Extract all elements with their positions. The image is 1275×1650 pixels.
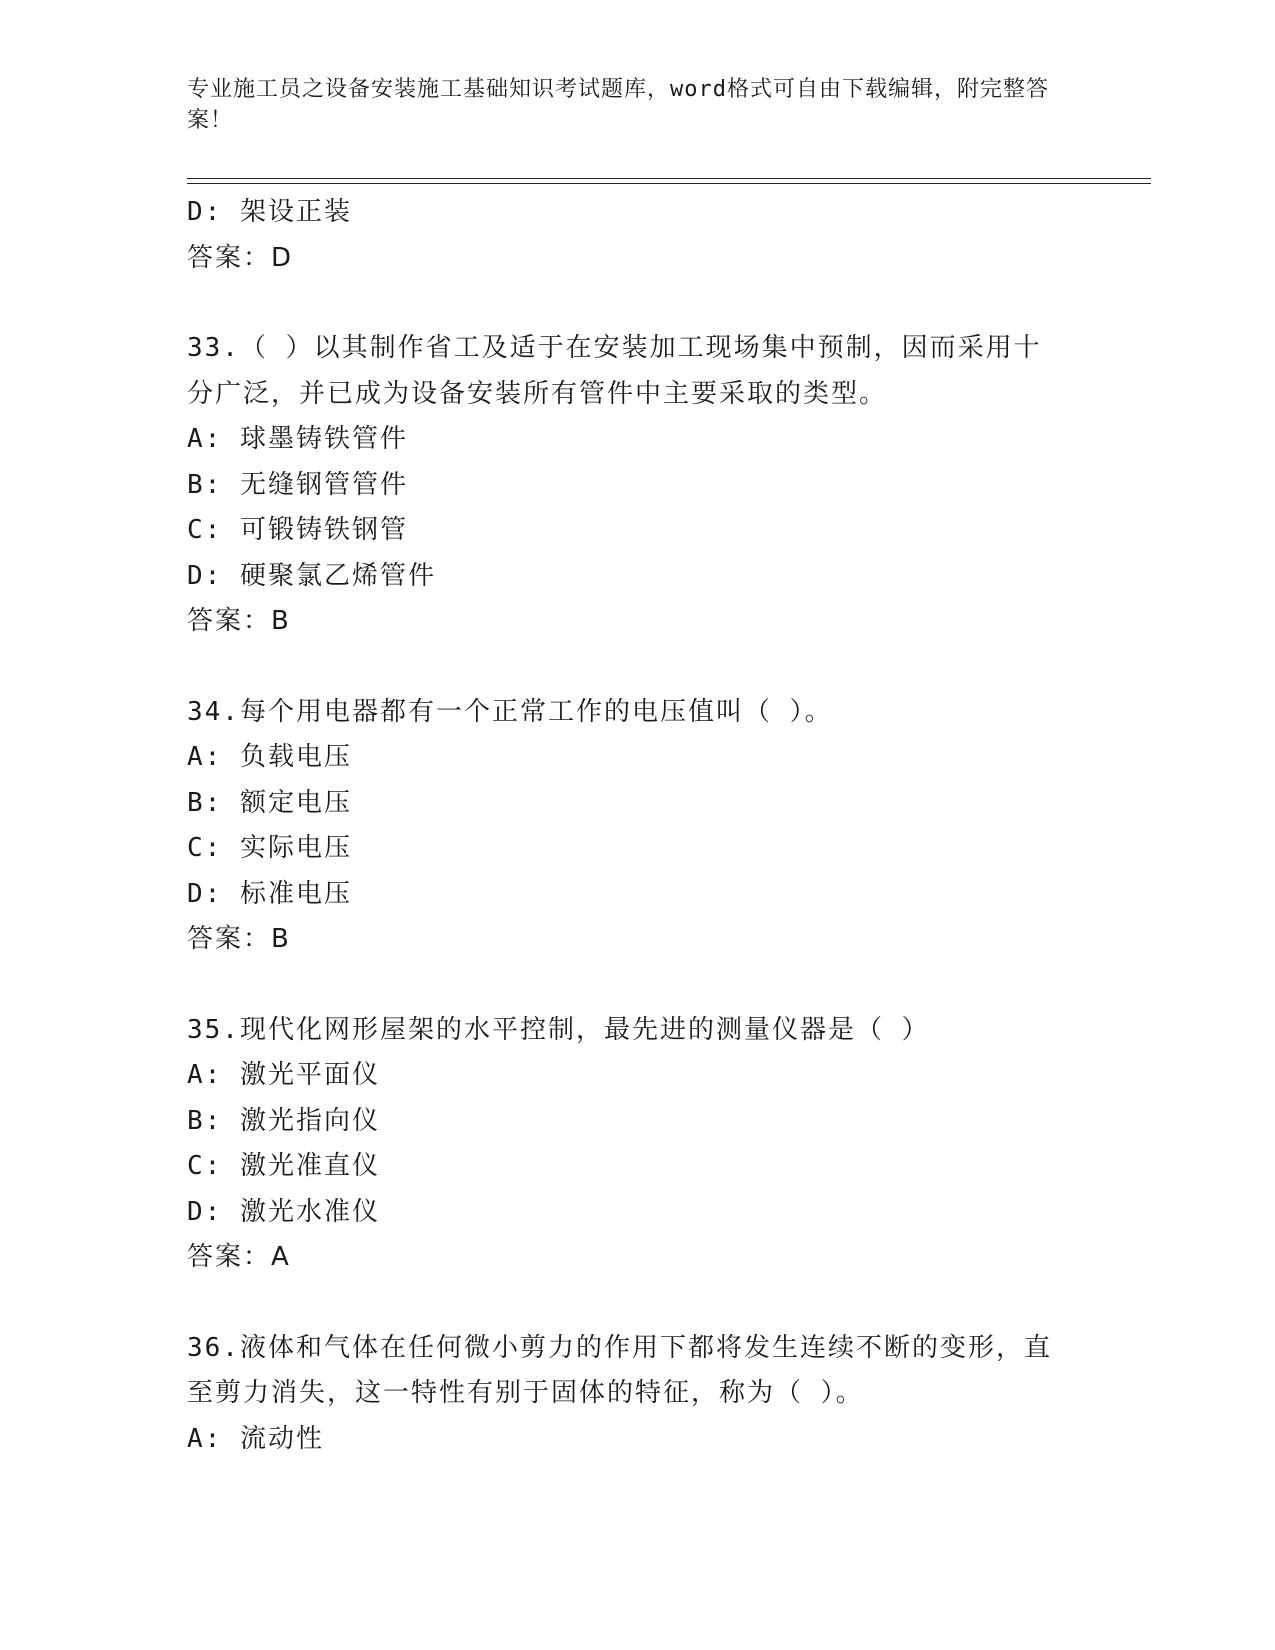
answer: 答案：B — [187, 606, 291, 636]
carry-over-option-d: D: 架设正装 — [187, 197, 352, 227]
option-a: A: 激光平面仪 — [187, 1060, 380, 1090]
question-33 — [187, 326, 1087, 645]
option-d: D: 硬聚氯乙烯管件 — [187, 560, 436, 591]
spacer — [187, 963, 1087, 1008]
question-35 — [187, 1008, 1087, 1281]
carry-over-answer: 答案：D — [187, 242, 294, 273]
question-34 — [187, 690, 1087, 963]
header-divider-bottom — [187, 183, 1151, 184]
option-d: D: 激光水准仪 — [187, 1196, 380, 1227]
option-c: C: 激光准直仪 — [187, 1151, 380, 1181]
question-stem: 36.液体和气体在任何微小剪力的作用下都将发生连续不断的变形，直至剪力消失，这一特性有别于固体的特征，称为（ ）。 — [187, 1332, 1052, 1408]
spacer — [187, 1281, 1087, 1326]
question-36 — [187, 1326, 1087, 1463]
header-divider-top — [187, 178, 1151, 179]
document-header: 专业施工员之设备安装施工基础知识考试题库，word格式可自由下载编辑，附完整答案！ — [187, 77, 1049, 133]
answer: 答案：B — [187, 924, 291, 954]
question-content — [187, 190, 1087, 1462]
question-stem: 33.（ ）以其制作省工及适于在安装加工现场集中预制，因而采用十分广泛，并已成为设备安装所有管件中主要采取的类型。 — [187, 333, 1042, 409]
option-b: B: 额定电压 — [187, 787, 352, 818]
spacer — [187, 645, 1087, 690]
option-b: B: 无缝钢管管件 — [187, 469, 408, 500]
option-c: C: 实际电压 — [187, 833, 352, 863]
option-c: C: 可锻铸铁钢管 — [187, 515, 408, 545]
option-a: A: 流动性 — [187, 1423, 324, 1454]
option-a: A: 球墨铸铁管件 — [187, 424, 408, 454]
option-a: A: 负载电压 — [187, 742, 352, 772]
question-stem: 34.每个用电器都有一个正常工作的电压值叫（ ）。 — [187, 696, 833, 727]
spacer — [187, 281, 1087, 326]
question-stem: 35.现代化网形屋架的水平控制，最先进的测量仪器是（ ） — [187, 1014, 930, 1045]
option-b: B: 激光指向仪 — [187, 1105, 380, 1136]
option-d: D: 标准电压 — [187, 878, 352, 909]
answer: 答案：A — [187, 1242, 291, 1272]
